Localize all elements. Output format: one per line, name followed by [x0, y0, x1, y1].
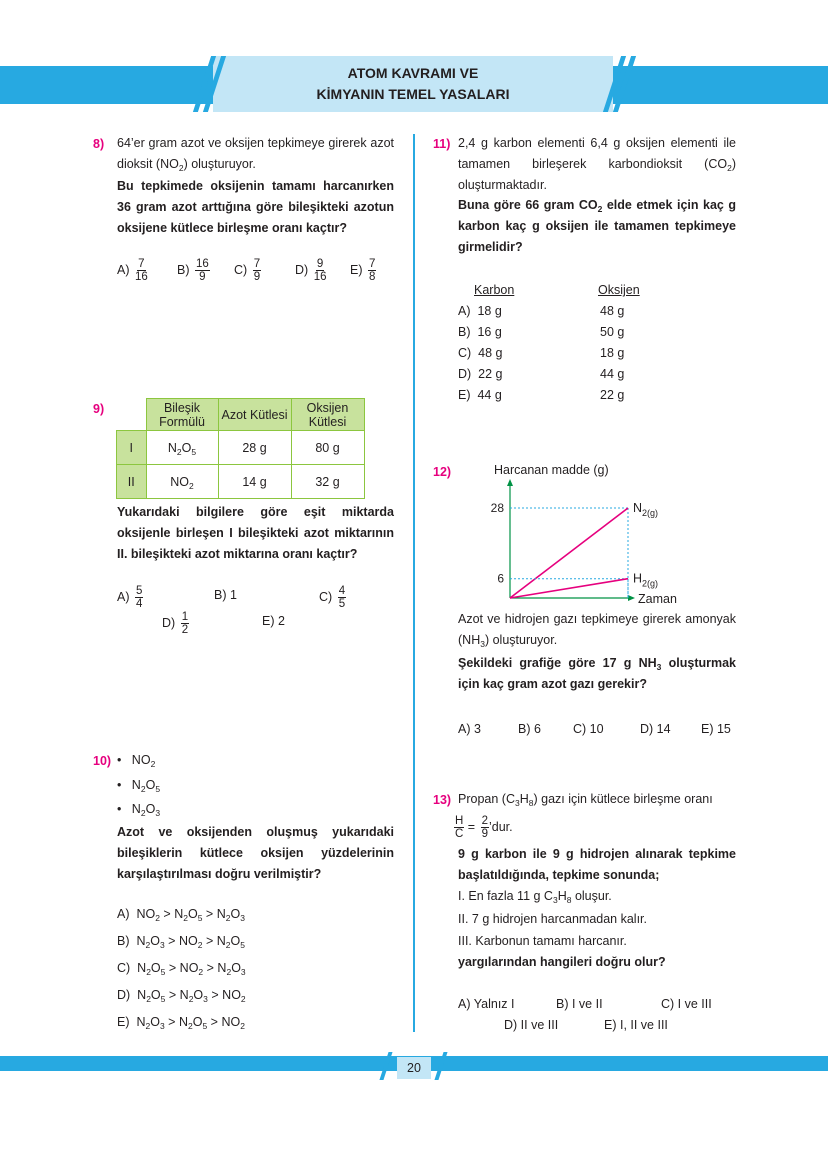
column-divider	[413, 134, 415, 1032]
header-title-line1: ATOM KAVRAMI VE	[347, 65, 479, 81]
q8-text-end: ) oluşturuyor.	[183, 157, 256, 171]
question-number: 10)	[93, 754, 112, 768]
answer-option[interactable]: B) $N_2O_3 > NO_2 > N_2O_5$	[117, 934, 245, 950]
series-label: $H_{2(g)}$	[633, 571, 659, 589]
ratio-expression: $\frac{H}{C}$ = $\frac{2}{9}$ ’dur.	[455, 815, 513, 840]
answer-option[interactable]: E) I, II ve III	[604, 1018, 668, 1032]
header-title-line2: KİMYANIN TEMEL YASALARI	[316, 86, 510, 102]
question-text: Propan $(C_3H_8)$ gazı için kütlece birleşme oranı	[458, 792, 713, 808]
question-prompt: Şekildeki grafiğe göre 17 g $NH_3$ oluşturmak için kaç gram azot gazı gerekir?	[458, 656, 737, 691]
table-cell: 32 g	[291, 465, 364, 499]
question-text	[117, 133, 394, 175]
answer-option[interactable]: D) $\frac{1}{2}$	[162, 611, 189, 636]
question-prompt: Buna göre 66 gram $CO_2$ elde etmek için kaç g karbon kaç g oksijen ile tamamen tepkimeye girmelidir?	[458, 198, 736, 254]
question-number: 13)	[433, 793, 452, 807]
answer-option[interactable]: C) 48 g 18 g	[458, 346, 625, 360]
series-line	[510, 508, 628, 598]
answer-option[interactable]: D) $N_2O_5 > N_2O_3 > NO_2$	[117, 988, 246, 1004]
answer-option[interactable]: D) II ve III	[504, 1018, 559, 1032]
answer-option[interactable]: A) Yalnız I	[458, 997, 515, 1011]
statement-item: II. 7 g hidrojen harcanmadan kalır.	[458, 912, 648, 926]
answer-option[interactable]: A) 18 g 48 g	[458, 304, 625, 318]
answer-option[interactable]: D) 22 g 44 g	[458, 367, 625, 381]
question-prompt: 9 g karbon ile 9 g hidrojen alınarak tepkime başlatıldığında, tepkime sonunda;	[458, 847, 736, 882]
page-number: 20	[397, 1057, 431, 1079]
answer-option[interactable]: B) $\frac{16}{9}$	[177, 258, 209, 283]
y-axis-arrow	[507, 479, 513, 486]
answer-option[interactable]: C) $\frac{4}{5}$	[319, 585, 346, 610]
answer-option[interactable]: C) 10	[573, 722, 604, 736]
series-line	[510, 579, 628, 598]
row-label: II	[117, 465, 147, 499]
question-number: 8)	[93, 137, 105, 151]
answer-option[interactable]: A) 3	[458, 722, 481, 736]
answer-option[interactable]: E) $\frac{7}{8}$	[350, 258, 376, 283]
answer-option[interactable]: D) 14	[640, 722, 671, 736]
question-number: 11)	[433, 137, 451, 151]
answer-option[interactable]: A) $\frac{5}{4}$	[117, 585, 143, 610]
x-axis-arrow	[628, 595, 635, 601]
answer-option[interactable]: E) 44 g 22 g	[458, 388, 625, 402]
answer-option[interactable]: C) $\frac{7}{9}$	[234, 258, 261, 283]
question-prompt: Azot ve oksijenden oluşmuş yukarıdaki bileşiklerin kütlece oksijen yüzdelerinin karşılaştırılması doğru verilmiştir?	[117, 825, 394, 881]
compound-table	[116, 398, 365, 499]
x-axis-label: Zaman	[638, 592, 677, 606]
formula-cell: $NO_2$	[146, 465, 218, 499]
question-prompt: Bu tepkimede oksijenin tamamı harcanırken 36 gram azot arttığına göre bileşikteki azotun oksijene kütlece birleşme oranı kaçtır?	[117, 179, 394, 235]
list-item: • $N_2O_3$	[117, 802, 161, 818]
answer-option[interactable]: E) 2	[262, 614, 285, 628]
list-item: • $N_2O_5$	[117, 778, 161, 794]
statement-item: I. En fazla 11 g $C_3H_8$ oluşur.	[458, 889, 612, 905]
table-cell: 14 g	[218, 465, 291, 499]
answer-option[interactable]: E) $N_2O_3 > N_2O_5 > NO_2$	[117, 1015, 245, 1031]
column-header: Oksijen	[598, 283, 640, 297]
table-header: Oksijen Kütlesi	[291, 399, 364, 431]
q8-text: 64’er gram azot ve oksijen tepkimeye girerek azot dioksit (NO	[117, 136, 394, 171]
question-prompt: yargılarından hangileri doğru olur?	[458, 955, 666, 969]
question-number: 9)	[93, 402, 105, 416]
question-prompt: Yukarıdaki bilgilere göre eşit miktarda oksijenle birleşen I bileşikteki azot miktarının II. bileşikteki azot miktarına oranı kaçtır?	[117, 505, 394, 561]
list-item: • $NO_2$	[117, 753, 156, 769]
answer-option[interactable]: C) I ve III	[661, 997, 712, 1011]
column-header: Karbon	[474, 283, 515, 297]
y-tick-label: 6	[497, 571, 504, 586]
answer-option[interactable]: B) 6	[518, 722, 541, 736]
header-title-box	[213, 56, 613, 112]
statement-item: III. Karbonun tamamı harcanır.	[458, 934, 627, 948]
answer-option[interactable]: D) $\frac{9}{16}$	[295, 258, 327, 283]
answer-option[interactable]: A) $\frac{7}{16}$	[117, 258, 148, 283]
question-text: 2,4 g karbon elementi 6,4 g oksijen elementi ile tamamen birleşerek karbondioksit $(CO_2)$ oluşturmaktadır.	[458, 136, 736, 192]
answer-option[interactable]: B) 1	[214, 588, 237, 602]
formula-cell: $N_2O_5$	[146, 431, 218, 465]
subscript: 2	[178, 163, 184, 173]
row-label: I	[117, 431, 147, 465]
answer-option[interactable]: E) 15	[701, 722, 731, 736]
y-axis-label: Harcanan madde (g)	[494, 463, 609, 477]
table-cell: 28 g	[218, 431, 291, 465]
answer-option[interactable]: B) 16 g 50 g	[458, 325, 625, 339]
series-label: $N_{2(g)}$	[633, 501, 659, 518]
consumption-chart	[458, 455, 738, 610]
answer-option[interactable]: C) $N_2O_5 > NO_2 > N_2O_3$	[117, 961, 246, 977]
table-header: Azot Kütlesi	[218, 399, 291, 431]
question-text: Azot ve hidrojen gazı tepkimeye girerek amonyak $(NH_3)$ oluşturuyor.	[458, 612, 736, 649]
question-number: 12)	[433, 465, 452, 479]
answer-option[interactable]: B) I ve II	[556, 997, 603, 1011]
table-header: Bileşik Formülü	[146, 399, 218, 431]
y-tick-label: 28	[490, 501, 504, 515]
table-cell: 80 g	[291, 431, 364, 465]
answer-option[interactable]: A) $NO_2 > N_2O_5 > N_2O_3$	[117, 907, 245, 923]
